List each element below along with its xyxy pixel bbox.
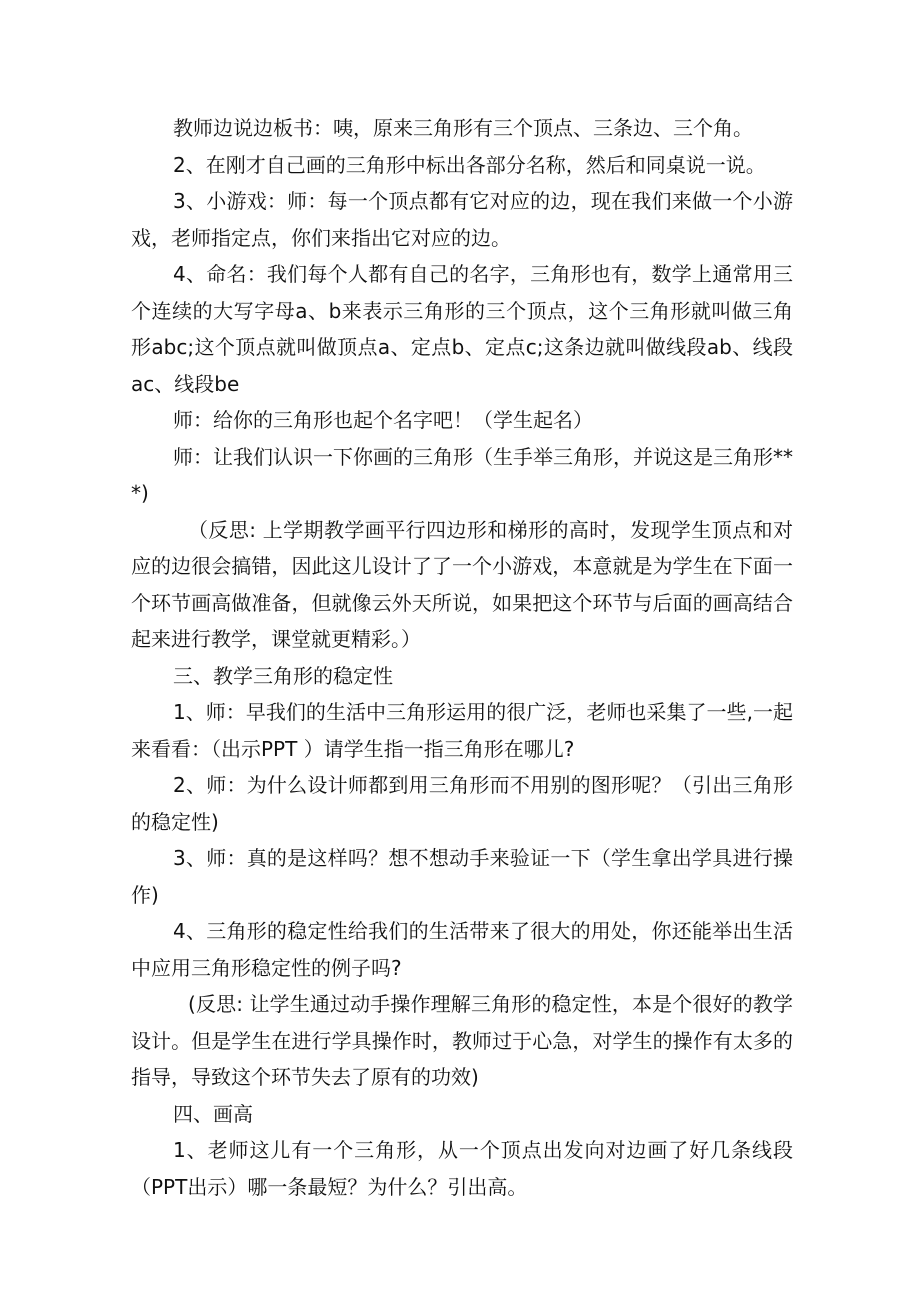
paragraph-step-3-game: 3、小游戏：师：每一个顶点都有它对应的边，现在我们来做一个小游戏，老师指定点，你们来指出它对应的边。 [131, 189, 793, 250]
paragraph-step-2: 2、在刚才自己画的三角形中标出各部分名称，然后和同桌说一说。 [173, 152, 766, 177]
paragraph-teacher-name-prompt: 师：给你的三角形也起个名字吧！（学生起名） [173, 408, 593, 432]
paragraph-stability-4: 4、三角形的稳定性给我们的生活带来了很大的用处，你还能举出生活中应用三角形稳定性的例子吗? [131, 919, 793, 980]
document-body [131, 110, 793, 1205]
paragraph-stability-3: 3、师：真的是这样吗？想不想动手来验证一下（学生拿出学具进行操作) [131, 846, 793, 907]
paragraph-height-1: 1、老师这儿有一个三角形，从一个顶点出发向对边画了好几条线段（PPT出示）哪一条最短？为什么？引出高。 [131, 1138, 793, 1199]
paragraph-teacher-board: 教师边说边板书：咦，原来三角形有三个顶点、三条边、三个角。 [173, 116, 753, 140]
section-heading-draw-height: 四、画高 [173, 1101, 253, 1126]
paragraph-stability-2: 2、师：为什么设计师都到用三角形而不用别的图形呢？（引出三角形的稳定性) [131, 773, 793, 834]
paragraph-step-4-naming: 4、命名：我们每个人都有自己的名字，三角形也有，数学上通常用三个连续的大写字母a、b来表示三角形的三个顶点，这个三角形就叫做三角形abc;这个顶点就叫做顶点a、定点b、定点c;这条边就叫做线段ab、线段ac、线段be [131, 262, 793, 396]
paragraph-teacher-recognize: 师：让我们认识一下你画的三角形（生手举三角形，并说这是三角形***) [131, 444, 793, 505]
paragraph-stability-1: 1、师：早我们的生活中三角形运用的很广泛，老师也采集了一些,一起来看看：（出示PPT ）请学生指一指三角形在哪儿? [131, 700, 793, 761]
section-heading-stability: 三、教学三角形的稳定性 [173, 663, 393, 688]
paragraph-reflection-2: (反思: 让学生通过动手操作理解三角形的稳定性，本是个很好的教学设计。但是学生在进行学具操作时，教师过于心急，对学生的操作有太多的指导，导致这个环节失去了原有的功效) [131, 992, 793, 1089]
paragraph-reflection-1: （反思: 上学期教学画平行四边形和梯形的高时，发现学生顶点和对应的边很会搞错，因此这儿设计了了一个小游戏，本意就是为学生在下面一个环节画高做准备，但就像云外天所说，如果把这个环节与后面的画高结合起来进行教学，课堂就更精彩。） [131, 517, 793, 651]
